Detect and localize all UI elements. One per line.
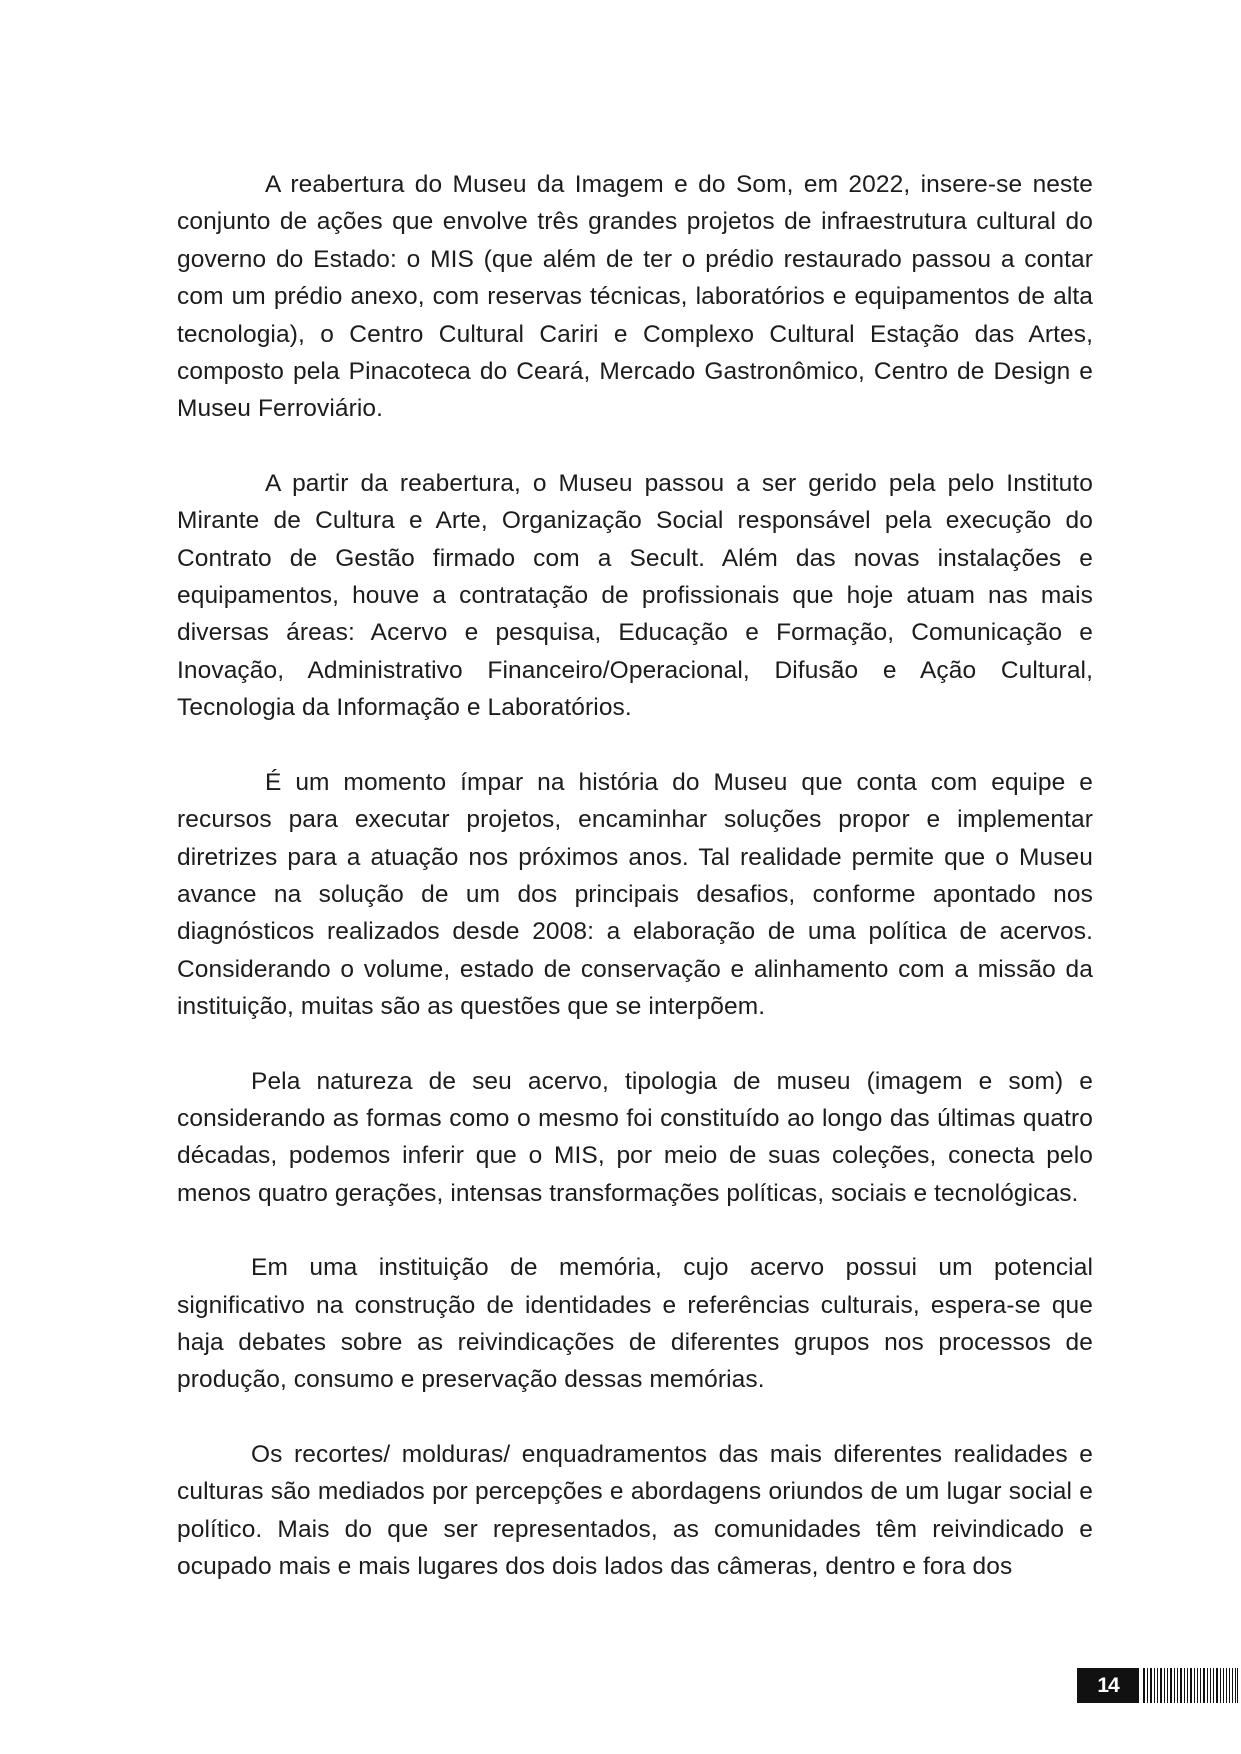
page-number: 14 [1077, 1668, 1139, 1703]
barcode-decoration-icon [1143, 1668, 1239, 1703]
page-footer [1077, 1668, 1239, 1703]
paragraph-3: É um momento ímpar na história do Museu que conta com equipe e recursos para executar projetos, encaminhar soluções propor e implementar diretrizes para a atuação nos próximos anos. Tal realidade permite que o Museu avance na solução de um dos principais desafios, conforme apontado nos diagnósticos realizados desde 2008: a elaboração de uma política de acervos. Considerando o volume, estado de conservação e alinhamento com a missão da instituição, muitas são as questões que se interpõem. [177, 768, 1093, 1021]
paragraph-5: Em uma instituição de memória, cujo acervo possui um potencial significativo na construção de identidades e referências culturais, espera-se que haja debates sobre as reivindicações de diferentes grupos nos processos de produção, consumo e preservação dessas memórias. [177, 1254, 1093, 1394]
paragraph-1: A reabertura do Museu da Imagem e do Som, em 2022, insere-se neste conjunto de ações que envolve três grandes projetos de infraestrutura cultural do governo do Estado: o MIS (que além de ter o prédio restaurado passou a contar com um prédio anexo, com reservas técnicas, laboratórios e equipamentos de alta tecnologia), o Centro Cultural Cariri e Complexo Cultural Estação das Artes, composto pela Pinacoteca do Ceará, Mercado Gastronômico, Centro de Design e Museu Ferroviário. [177, 171, 1093, 423]
paragraph-4: Pela natureza de seu acervo, tipologia de museu (imagem e som) e considerando as formas como o mesmo foi constituído ao longo das últimas quatro décadas, podemos inferir que o MIS, por meio de suas coleções, conecta pelo menos quatro gerações, intensas transformações políticas, sociais e tecnológicas. [177, 1067, 1093, 1207]
document-body [177, 166, 1093, 1585]
paragraph-2: A partir da reabertura, o Museu passou a ser gerido pela pelo Instituto Mirante de Cultura e Arte, Organização Social responsável pela execução do Contrato de Gestão firmado com a Secult. Além das novas instalações e equipamentos, houve a contratação de profissionais que hoje atuam nas mais diversas áreas: Acervo e pesquisa, Educação e Formação, Comunicação e Inovação, Administrativo Financeiro/Operacional, Difusão e Ação Cultural, Tecnologia da Informação e Laboratórios. [177, 469, 1093, 722]
paragraph-6: Os recortes/ molduras/ enquadramentos das mais diferentes realidades e culturas são mediados por percepções e abordagens oriundos de um lugar social e político. Mais do que ser representados, as comunidades têm reivindicado e ocupado mais e mais lugares dos dois lados das câmeras, dentro e fora dos [177, 1440, 1093, 1580]
